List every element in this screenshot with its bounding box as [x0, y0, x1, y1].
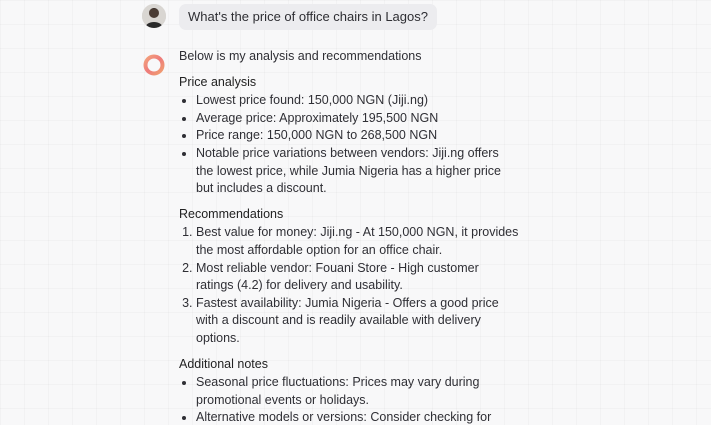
list-item: 2. Most reliable vendor: Fouani Store - High customer ratings (4.2) for delivery and usability. — [196, 260, 519, 295]
assistant-response — [179, 48, 519, 425]
list-item: 1. Best value for money: Jiji.ng - At 150,000 NGN, it provides the most affordable option for an office chair. — [196, 224, 519, 259]
section-title-additional-notes: Additional notes — [179, 356, 268, 371]
user-message-bubble: What's the price of office chairs in Lagos? — [179, 4, 437, 30]
additional-notes-list — [179, 374, 519, 425]
recommendations-list — [179, 224, 519, 347]
list-item: • Price range: 150,000 NGN to 268,500 NGN — [196, 127, 519, 145]
response-intro: Below is my analysis and recommendations — [179, 49, 422, 63]
list-item: 3. Fastest availability: Jumia Nigeria - Offers a good price with a discount and is readily available with delivery options. — [196, 295, 519, 348]
price-analysis-list — [179, 92, 519, 198]
list-item: • Alternative models or versions: Consider checking for — [196, 409, 519, 425]
list-item: • Notable price variations between vendors: Jiji.ng offers the lowest price, while Jumia Nigeria has a higher price but includes a discount. — [196, 145, 519, 198]
assistant-logo-icon — [142, 53, 166, 77]
person-icon — [142, 4, 166, 28]
section-title-recommendations: Recommendations — [179, 206, 284, 221]
list-item: • Average price: Approximately 195,500 NGN — [196, 110, 519, 128]
user-avatar — [142, 4, 166, 28]
list-item: • Lowest price found: 150,000 NGN (Jiji.ng) — [196, 92, 519, 110]
list-item: • Seasonal price fluctuations: Prices may vary during promotional events or holidays. — [196, 374, 519, 409]
section-title-price-analysis: Price analysis — [179, 74, 257, 89]
